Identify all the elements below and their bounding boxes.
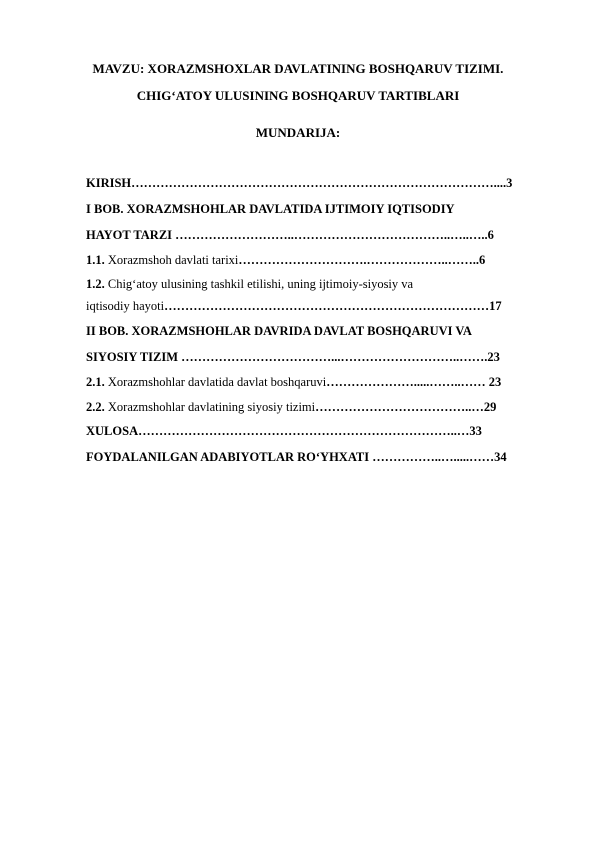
section-number: 1.1. — [86, 253, 105, 267]
leader-dots: ………………………………..…29 — [315, 400, 497, 414]
toc-entry-xulosa[interactable]: XULOSA…………………………………………………………………..…33 — [86, 424, 482, 438]
toc-entry-2-1[interactable] — [86, 375, 546, 390]
toc-entry-adabiyotlar[interactable]: FOYDALANILGAN ADABIYOTLAR RO‘YHXATI ……………..….....……34 — [86, 450, 507, 464]
section-title: Chig‘atoy ulusining tashkil etilishi, uning ijtimoiy-siyosiy va — [104, 277, 414, 291]
toc-entry-bob2-line2[interactable]: SIYOSIY TIZIM ………………………………...………………………..…….23 — [86, 350, 500, 364]
leader-dots: ………………….....……..…… 23 — [326, 375, 502, 389]
leader-dots: ………………………….………………..……..6 — [238, 253, 486, 267]
toc-entry-2-2[interactable] — [86, 400, 546, 415]
toc-entry-1-2-line2[interactable] — [86, 299, 546, 314]
toc-heading: MUNDARIJA: — [255, 125, 341, 140]
section-title: Xorazmshohlar davlatining siyosiy tizimi — [104, 400, 316, 414]
title-line-2: CHIG‘ATOY ULUSINING BOSHQARUV TARTIBLARI — [136, 88, 460, 103]
toc-entry-bob1-line2[interactable]: HAYOT TARZI ………………………..………………………………..…..…..6 — [86, 228, 494, 242]
leader-dots: ……………………………………………………………………17 — [164, 299, 502, 313]
section-title: Xorazmshoh davlati tarixi — [104, 253, 239, 267]
toc-entry-bob1-line1[interactable]: I BOB. XORAZMSHOHLAR DAVLATIDA IJTIMOIY IQTISODIY — [86, 202, 455, 216]
section-title: iqtisodiy hayoti — [86, 299, 165, 313]
toc-entry-1-2-line1[interactable] — [86, 277, 546, 292]
toc-entry-kirish[interactable]: KIRISH……………………………………………………………………………....3 — [86, 176, 513, 190]
section-number: 2.1. — [86, 375, 105, 389]
section-number: 2.2. — [86, 400, 105, 414]
toc-entry-1-1[interactable] — [86, 253, 546, 268]
toc-entry-bob2-line1[interactable]: II BOB. XORAZMSHOHLAR DAVRIDA DAVLAT BOSHQARUVI VA — [86, 324, 472, 338]
title-line-1: MAVZU: XORAZMSHOXLAR DAVLATINING BOSHQARUV TIZIMI. — [92, 61, 504, 76]
section-title: Xorazmshohlar davlatida davlat boshqaruvi — [104, 375, 327, 389]
section-number: 1.2. — [86, 277, 105, 291]
